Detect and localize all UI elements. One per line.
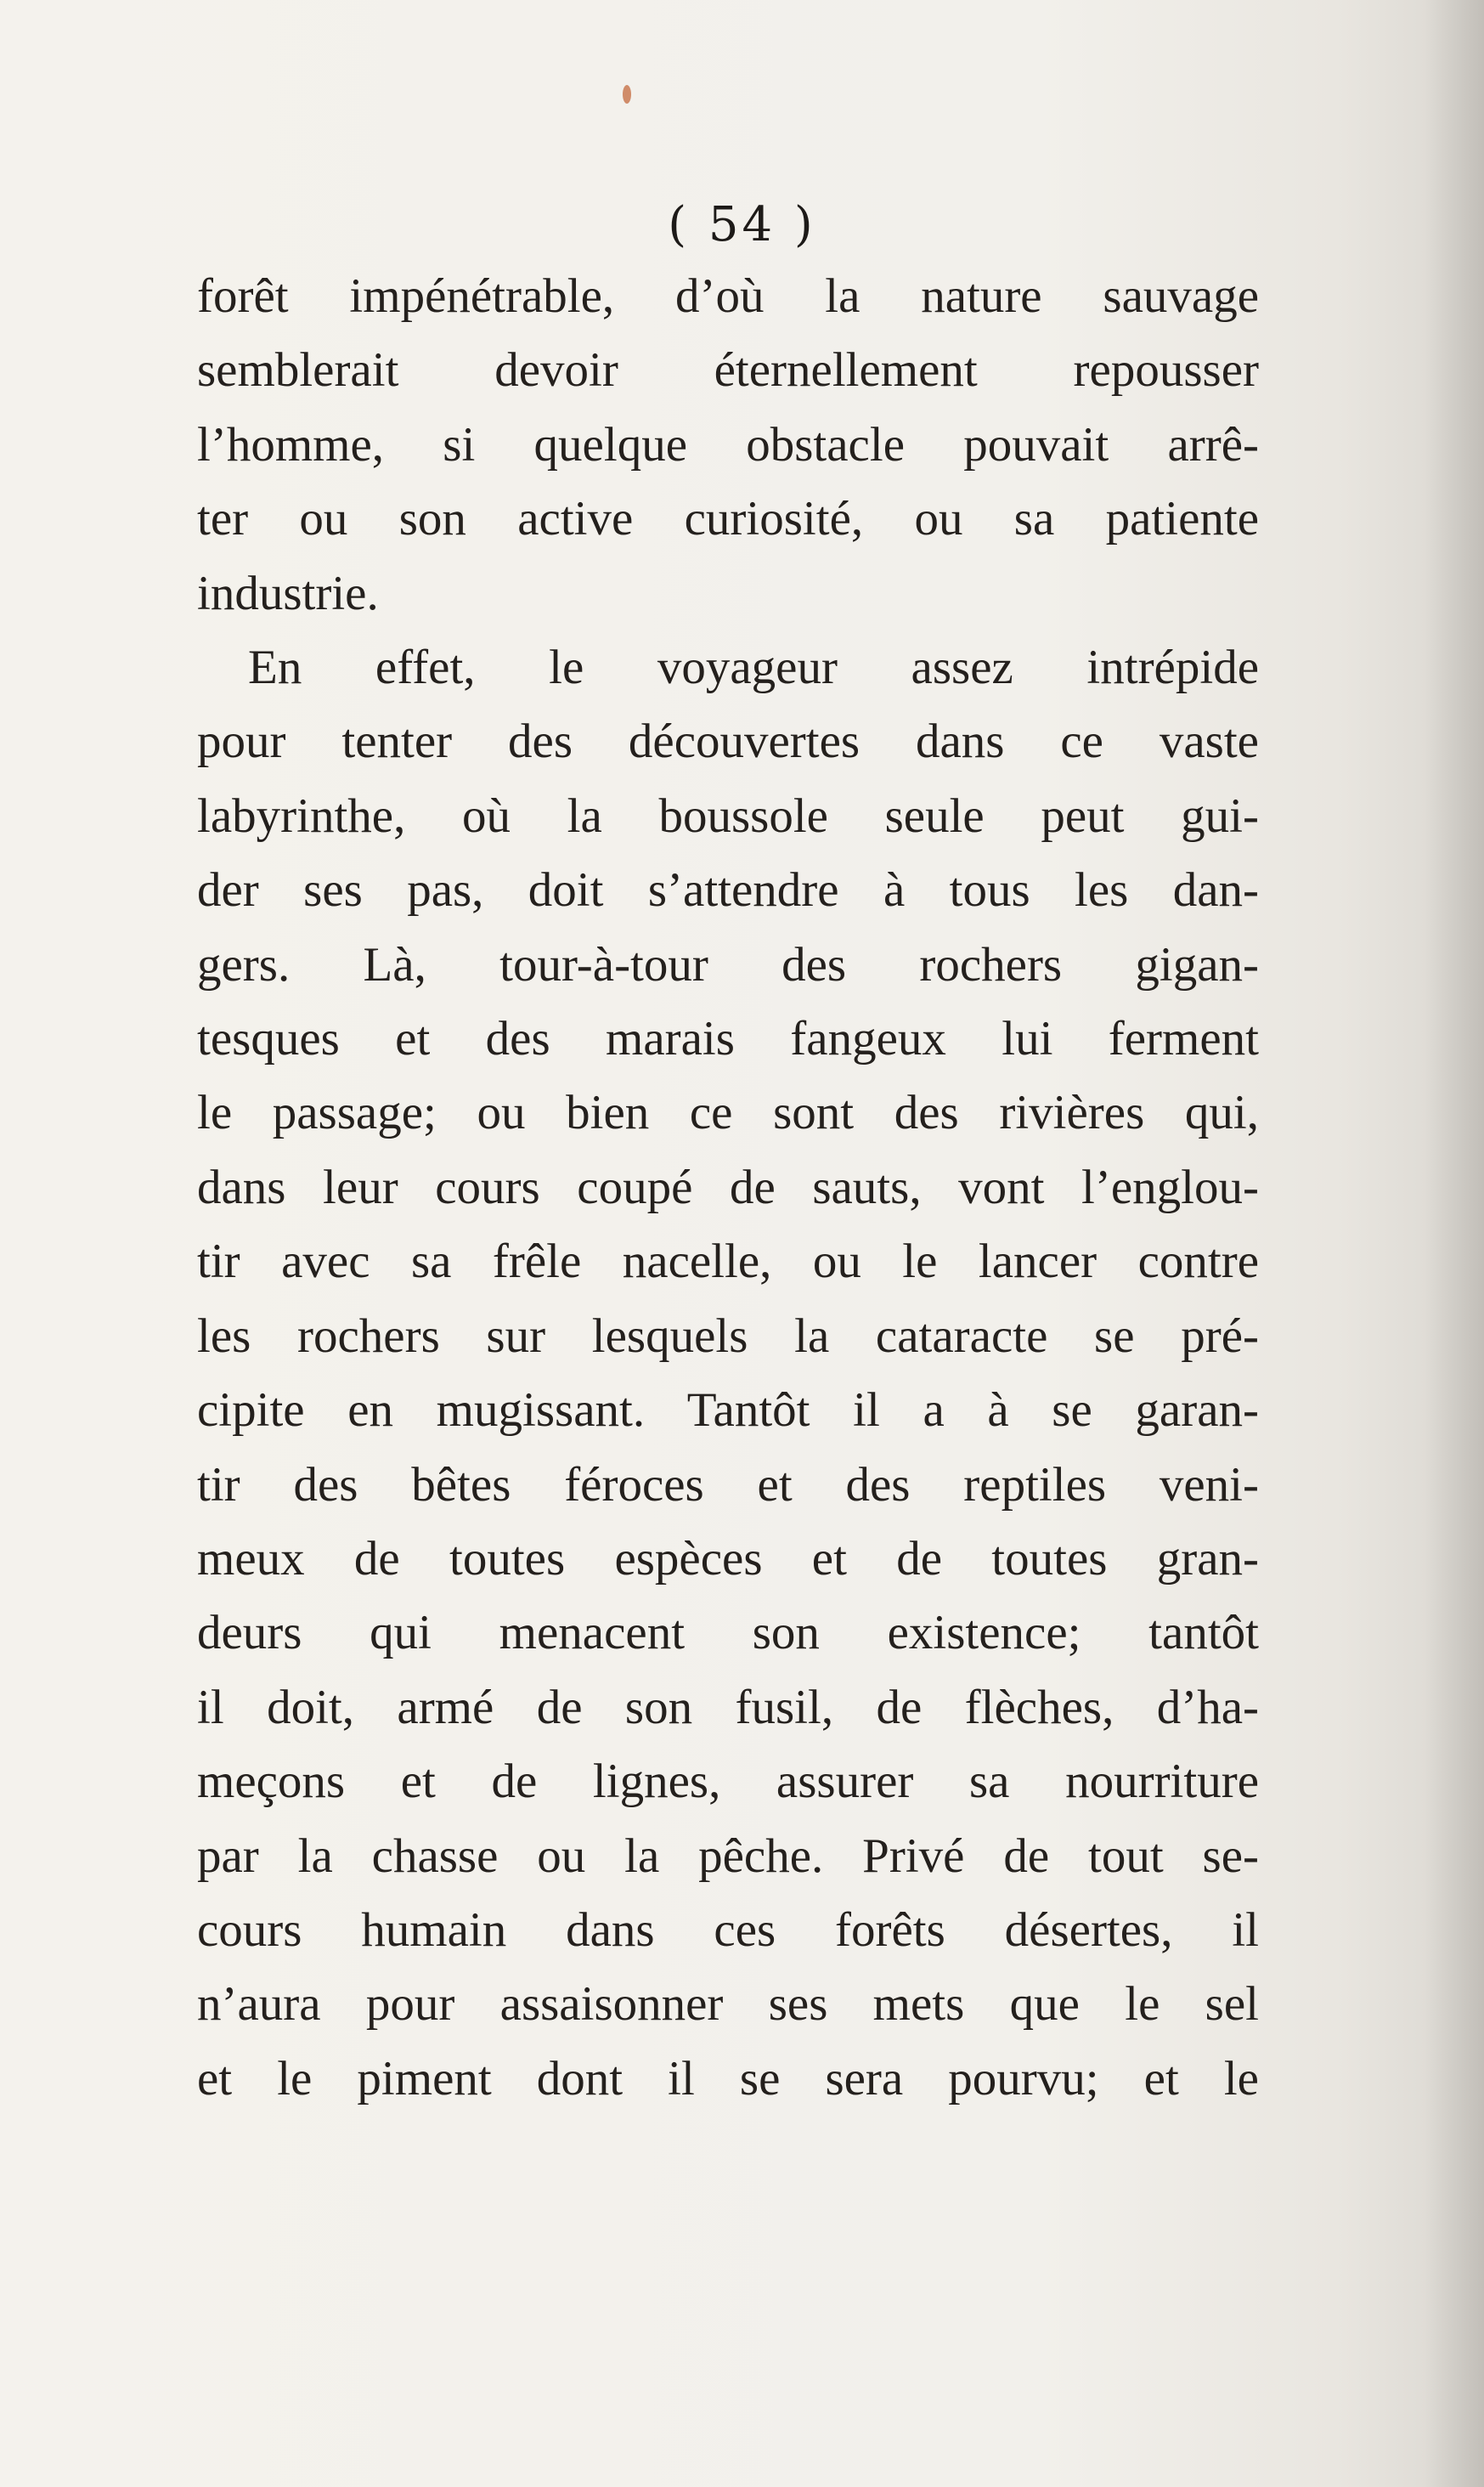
text-line: gers. Là, tour-à-tour des rochers gigan- [197, 937, 1259, 992]
text-line: cours humain dans ces forêts désertes, il [197, 1902, 1259, 1957]
text-line: pour tenter des découvertes dans ce vaste [197, 715, 1259, 769]
text-line: semblerait devoir éternellement repousser [197, 343, 1259, 398]
text-line: par la chasse ou la pêche. Privé de tout se- [197, 1829, 1259, 1883]
text-line: deurs qui menacent son existence; tantôt [197, 1606, 1259, 1660]
text-line: les rochers sur lesquels la cataracte se pré- [197, 1309, 1259, 1363]
paragraph-1 [197, 259, 1259, 630]
body-text [197, 259, 1259, 2116]
page-number: ( 54 ) [668, 197, 816, 252]
text-line: tesques et des marais fangeux lui ferment [197, 1012, 1259, 1066]
text-line: n’aura pour assaisonner ses mets que le sel [197, 1977, 1259, 2032]
text-line: industrie. [197, 566, 379, 620]
text-line: tir des bêtes féroces et des reptiles veni- [197, 1457, 1259, 1512]
text-line: tir avec sa frêle nacelle, ou le lancer contre [197, 1235, 1259, 1289]
text-line: meux de toutes espèces et de toutes gran- [197, 1531, 1259, 1585]
text-line: cipite en mugissant. Tantôt il a à se garan- [197, 1383, 1259, 1438]
text-line: forêt impénétrable, d’où la nature sauvage [197, 269, 1259, 323]
text-line: dans leur cours coupé de sauts, vont l’englou- [197, 1160, 1259, 1214]
text-line: et le piment dont il se sera pourvu; et le [197, 2051, 1259, 2105]
ink-spot [623, 85, 631, 104]
text-line: meçons et de lignes, assurer sa nourriture [197, 1755, 1259, 1809]
text-line: der ses pas, doit s’attendre à tous les dan- [197, 863, 1259, 918]
text-line: labyrinthe, où la boussole seule peut gui- [197, 788, 1259, 843]
paragraph-2 [197, 630, 1259, 2116]
text-line: l’homme, si quelque obstacle pouvait arrê- [197, 417, 1259, 472]
text-line: En effet, le voyageur assez intrépide [248, 641, 1259, 695]
text-line: ter ou son active curiosité, ou sa patiente [197, 492, 1259, 546]
text-line: il doit, armé de son fusil, de flèches, d’ha- [197, 1680, 1259, 1734]
text-line: le passage; ou bien ce sont des rivières qui, [197, 1086, 1259, 1140]
